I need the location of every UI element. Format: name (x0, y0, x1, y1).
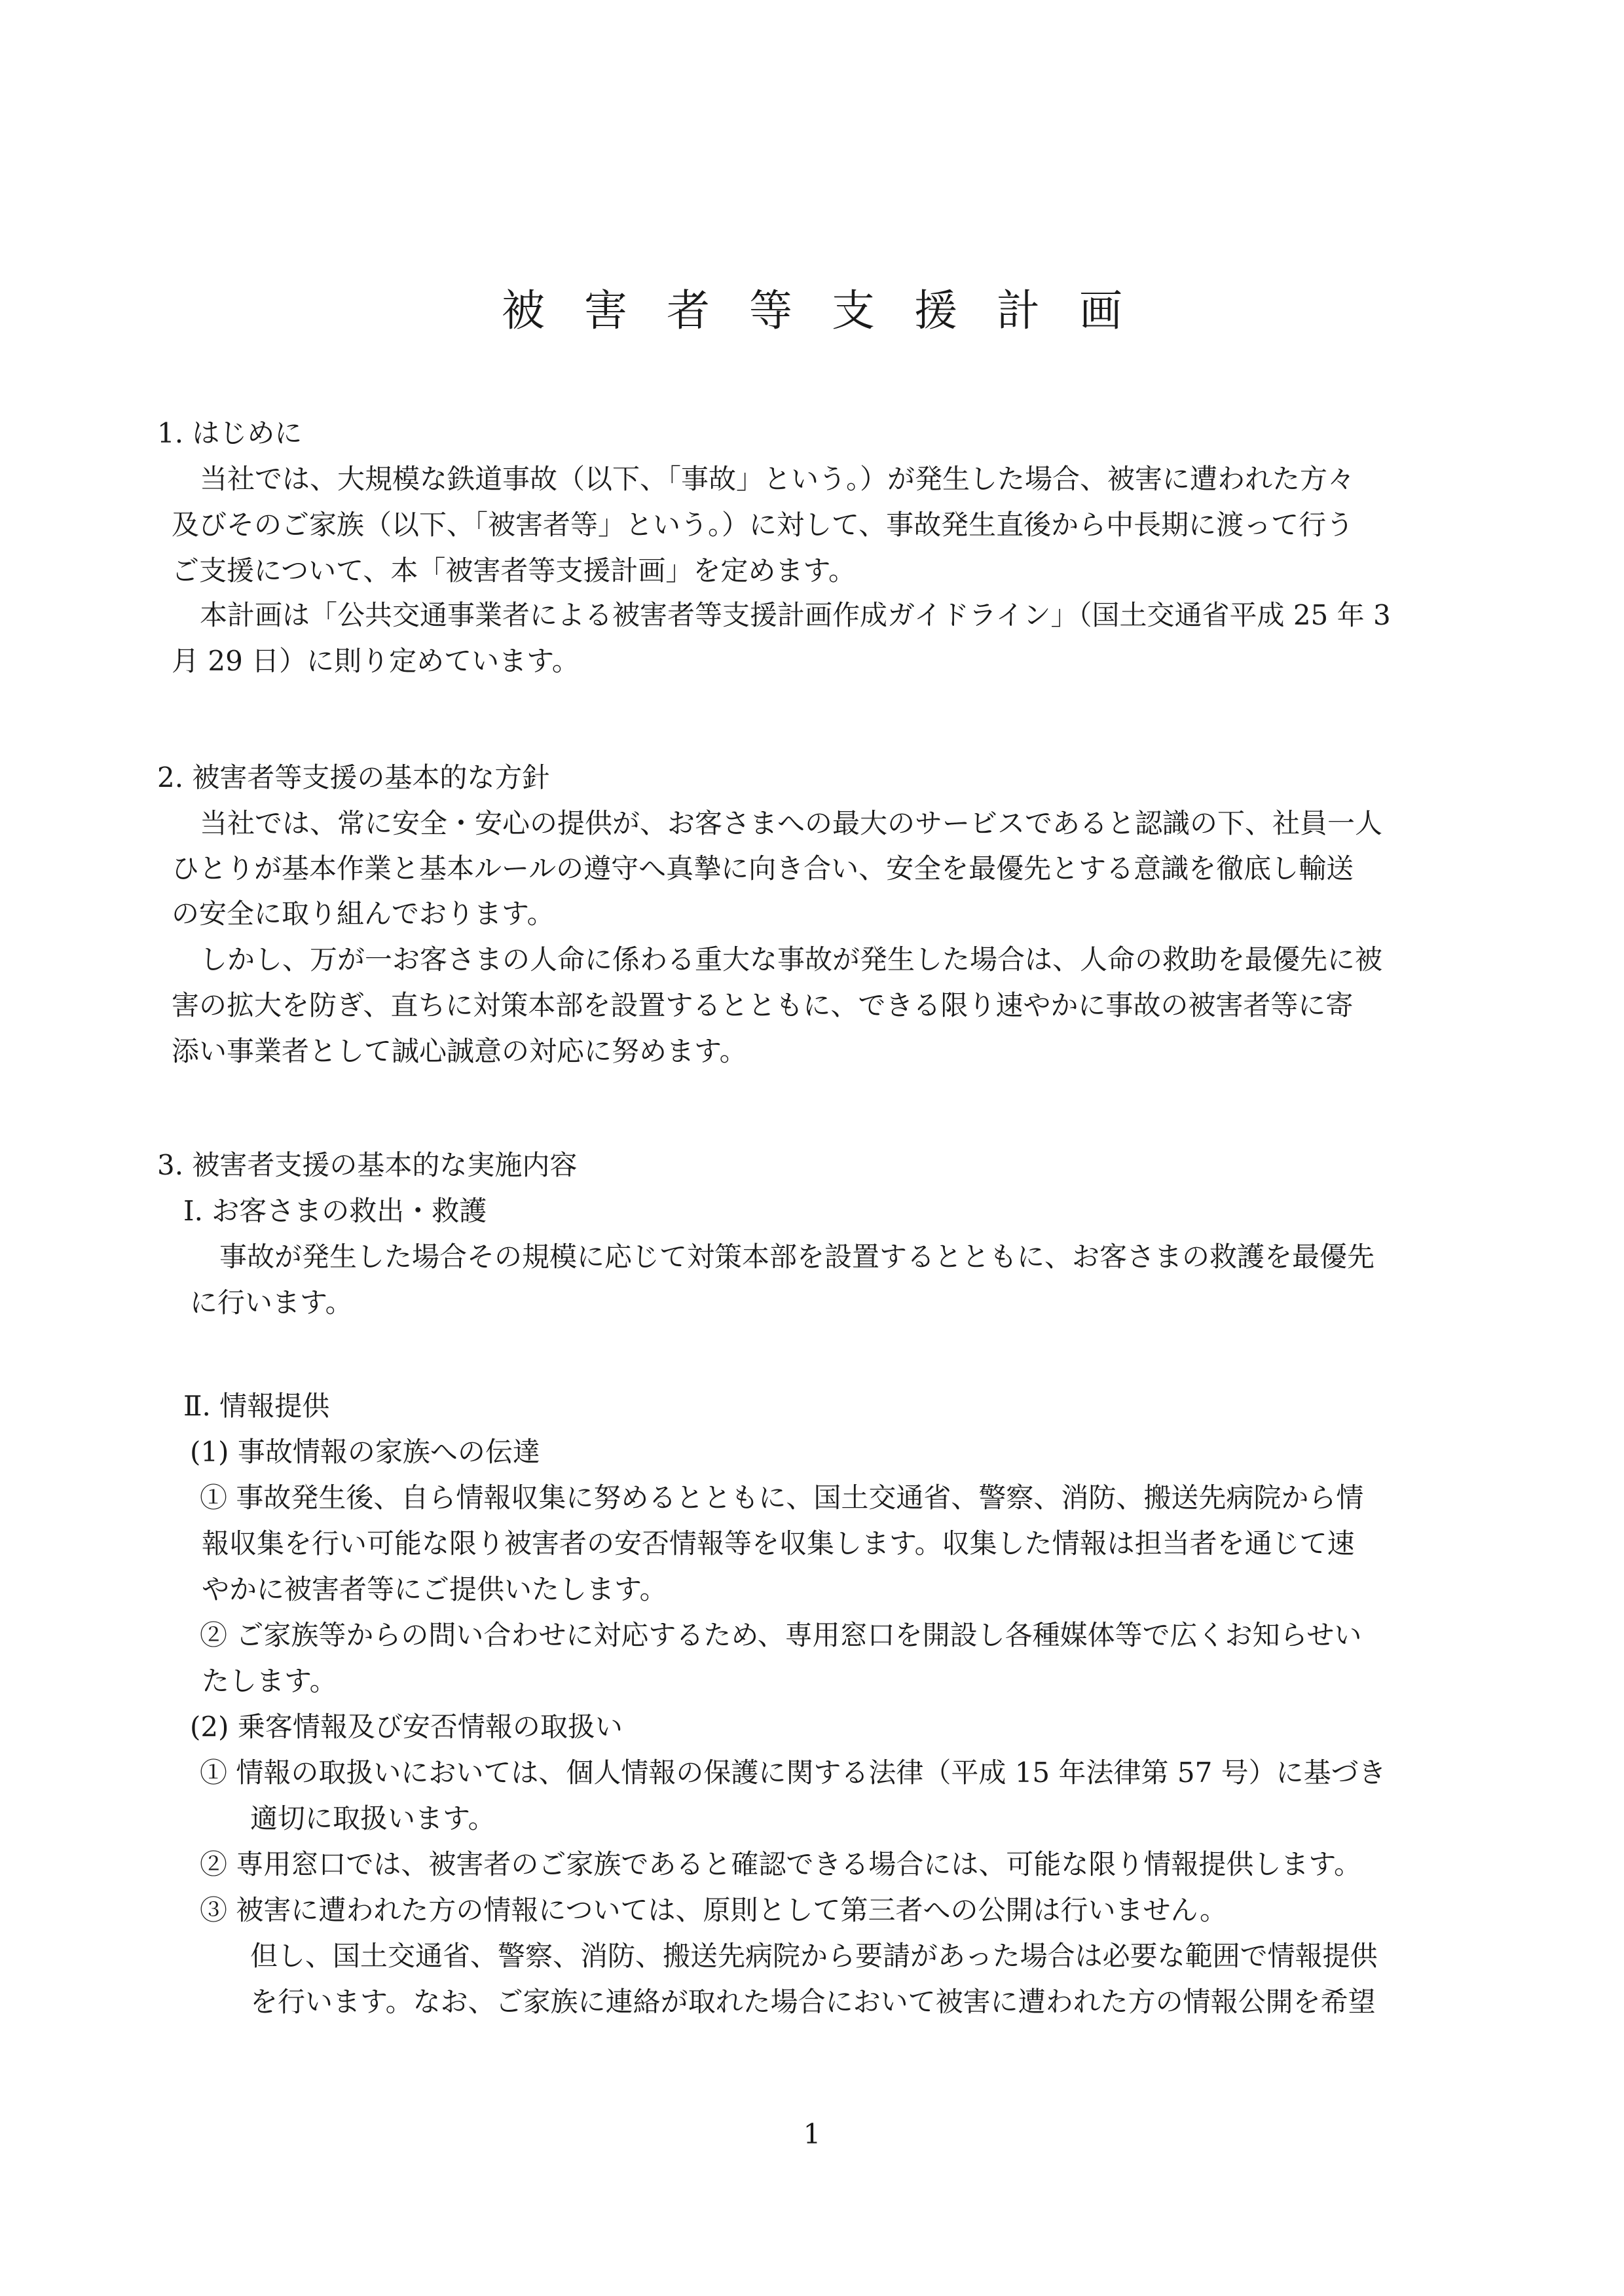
section-2-heading: 2. 被害者等支援の基本的な方針 (157, 761, 550, 793)
section-1-line-2: 及びそのご家族（以下、「被害者等」という。）に対して、事故発生直後から中長期に渡って行う (172, 509, 1354, 541)
section-2-line-6: 添い事業者として誠心誠意の対応に努めます。 (172, 1035, 747, 1067)
item-2-heading: (2) 乗客情報及び安否情報の取扱い (190, 1711, 623, 1743)
subsection-1-heading: Ⅰ. お客さまの救出・救護 (183, 1195, 487, 1227)
section-2-line-3: の安全に取り組んでおります。 (172, 898, 555, 930)
section-1-line-5: 月 29 日）に則り定めています。 (172, 645, 580, 677)
item-1-line-5: たします。 (202, 1665, 337, 1697)
page-number: 1 (803, 2118, 821, 2150)
item-2-line-3: ② 専用窓口では、被害者のご家族であると確認できる場合には、可能な限り情報提供します。 (200, 1848, 1361, 1880)
subsection-1-line-2: に行います。 (190, 1286, 353, 1319)
item-2-line-2: 適切に取扱います。 (250, 1802, 496, 1834)
subsection-1-line-1: 事故が発生した場合その規模に応じて対策本部を設置するとともに、お客さまの救護を最優先 (219, 1241, 1375, 1273)
item-2-line-6: を行います。なお、ご家族に連絡が取れた場合において被害に遭われた方の情報公開を希望 (250, 1986, 1376, 2018)
section-1-line-1: 当社では、大規模な鉄道事故（以下、「事故」という。）が発生した場合、被害に遭われた方々 (200, 463, 1356, 495)
document-title: 被害者等支援計画 (502, 285, 1162, 336)
item-1-line-4: ② ご家族等からの問い合わせに対応するため、専用窓口を開設し各種媒体等で広くお知らせい (200, 1619, 1362, 1651)
item-1-line-3: やかに被害者等にご提供いたします。 (202, 1573, 667, 1605)
item-1-line-2: 報収集を行い可能な限り被害者の安否情報等を収集します。収集した情報は担当者を通じて速 (202, 1527, 1355, 1559)
section-1-heading: 1. はじめに (157, 417, 303, 449)
item-2-line-5: 但し、国土交通省、警察、消防、搬送先病院から要請があった場合は必要な範囲で情報提供 (250, 1940, 1378, 1972)
section-2-line-1: 当社では、常に安全・安心の提供が、お客さまへの最大のサービスであると認識の下、社員一人 (200, 807, 1383, 839)
item-1-heading: (1) 事故情報の家族への伝達 (190, 1436, 540, 1468)
section-2-line-2: ひとりが基本作業と基本ルールの遵守へ真摯に向き合い、安全を最優先とする意識を徹底し輸送 (172, 852, 1354, 884)
subsection-2-heading: Ⅱ. 情報提供 (183, 1390, 330, 1422)
section-1-line-3: ご支援について、本「被害者等支援計画」を定めます。 (172, 555, 856, 587)
section-1-line-4: 本計画は「公共交通事業者による被害者等支援計画作成ガイドライン」（国土交通省平成 25 年 3 (200, 599, 1391, 631)
section-3-heading: 3. 被害者支援の基本的な実施内容 (157, 1149, 578, 1181)
item-1-line-1: ① 事故発生後、自ら情報収集に努めるとともに、国土交通省、警察、消防、搬送先病院から情 (200, 1482, 1364, 1514)
section-2-line-5: 害の拡大を防ぎ、直ちに対策本部を設置するとともに、できる限り速やかに事故の被害者等に寄 (172, 989, 1354, 1021)
item-2-line-4: ③ 被害に遭われた方の情報については、原則として第三者への公開は行いません。 (200, 1894, 1228, 1926)
item-2-line-1: ① 情報の取扱いにおいては、個人情報の保護に関する法律（平成 15 年法律第 57 号）に基づき (200, 1757, 1386, 1789)
section-2-line-4: しかし、万が一お客さまの人命に係わる重大な事故が発生した場合は、人命の救助を最優先に被 (200, 943, 1383, 975)
